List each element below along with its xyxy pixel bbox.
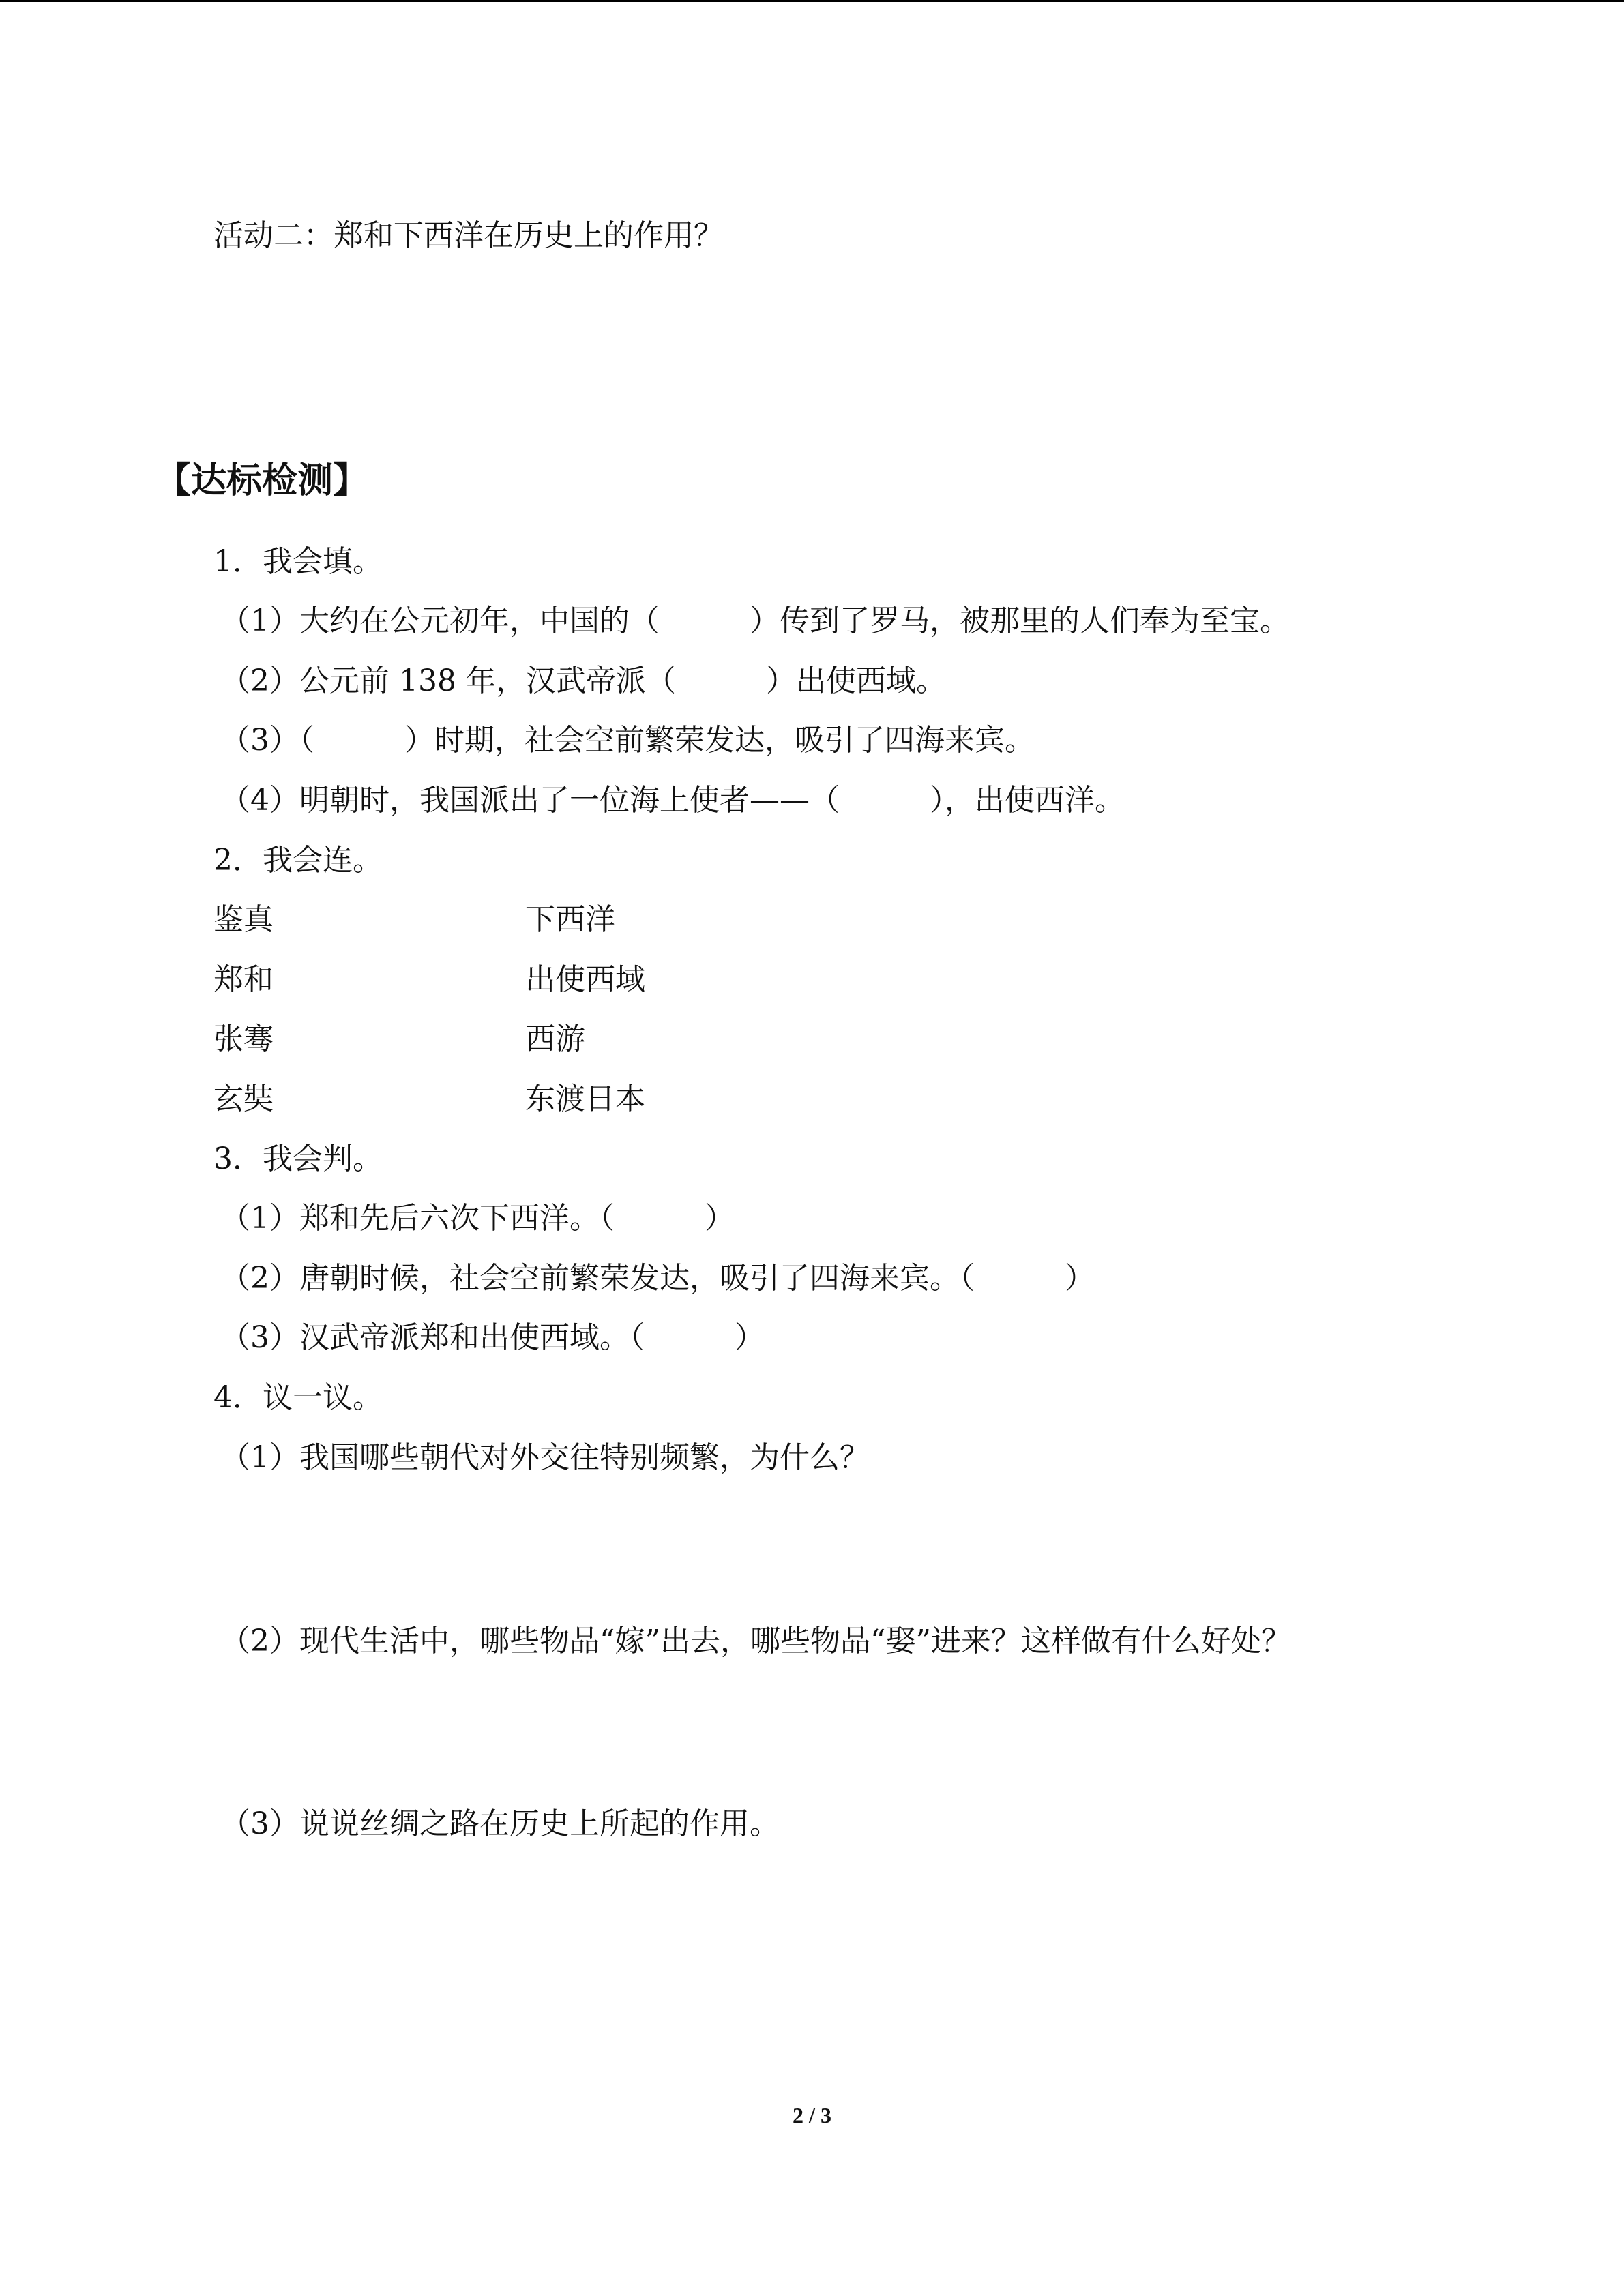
activity-two-prompt: 活动二：郑和下西洋在历史上的作用？: [213, 218, 724, 253]
q4-title: 4．议一议。: [213, 1380, 383, 1415]
match-event-2: 出使西域: [525, 962, 645, 997]
match-person-2: 郑和: [213, 962, 274, 997]
match-event-3: 西游: [525, 1022, 585, 1056]
q4-item-1: （1）我国哪些朝代对外交往特别频繁，为什么？: [220, 1440, 870, 1475]
q1-item-1: （1）大约在公元初年，中国的（ ）传到了罗马，被那里的人们奉为至宝。: [220, 603, 1290, 638]
q3-item-2: （2）唐朝时候，社会空前繁荣发达，吸引了四海来宾。（ ）: [220, 1261, 1095, 1296]
match-person-4: 玄奘: [213, 1082, 274, 1116]
q1-item-4: （4）明朝时，我国派出了一位海上使者——（ ），出使西洋。: [220, 783, 1125, 818]
section-heading: 【达标检测】: [156, 460, 369, 501]
q3-item-3: （3）汉武帝派郑和出使西域。（ ）: [220, 1320, 765, 1355]
q2-title: 2．我会连。: [213, 843, 383, 878]
q1-title: 1．我会填。: [213, 544, 383, 579]
q1-item-3: （3）（ ）时期，社会空前繁荣发达，吸引了四海来宾。: [220, 723, 1035, 758]
q3-item-1: （1）郑和先后六次下西洋。（ ）: [220, 1201, 735, 1236]
q4-item-3: （3）说说丝绸之路在历史上所起的作用。: [220, 1806, 780, 1841]
match-person-1: 鉴真: [213, 902, 274, 937]
page-number: 2 / 3: [793, 2103, 831, 2128]
q3-title: 3．我会判。: [213, 1142, 383, 1176]
match-event-4: 东渡日本: [525, 1082, 645, 1116]
top-border-line: [0, 0, 1624, 2]
q1-item-2: （2）公元前 138 年，汉武帝派（ ）出使西域。: [220, 664, 946, 698]
match-event-1: 下西洋: [525, 902, 615, 937]
match-person-3: 张骞: [213, 1022, 274, 1056]
q4-item-2: （2）现代生活中，哪些物品“嫁”出去，哪些物品“娶”进来？这样做有什么好处？: [220, 1624, 1291, 1658]
